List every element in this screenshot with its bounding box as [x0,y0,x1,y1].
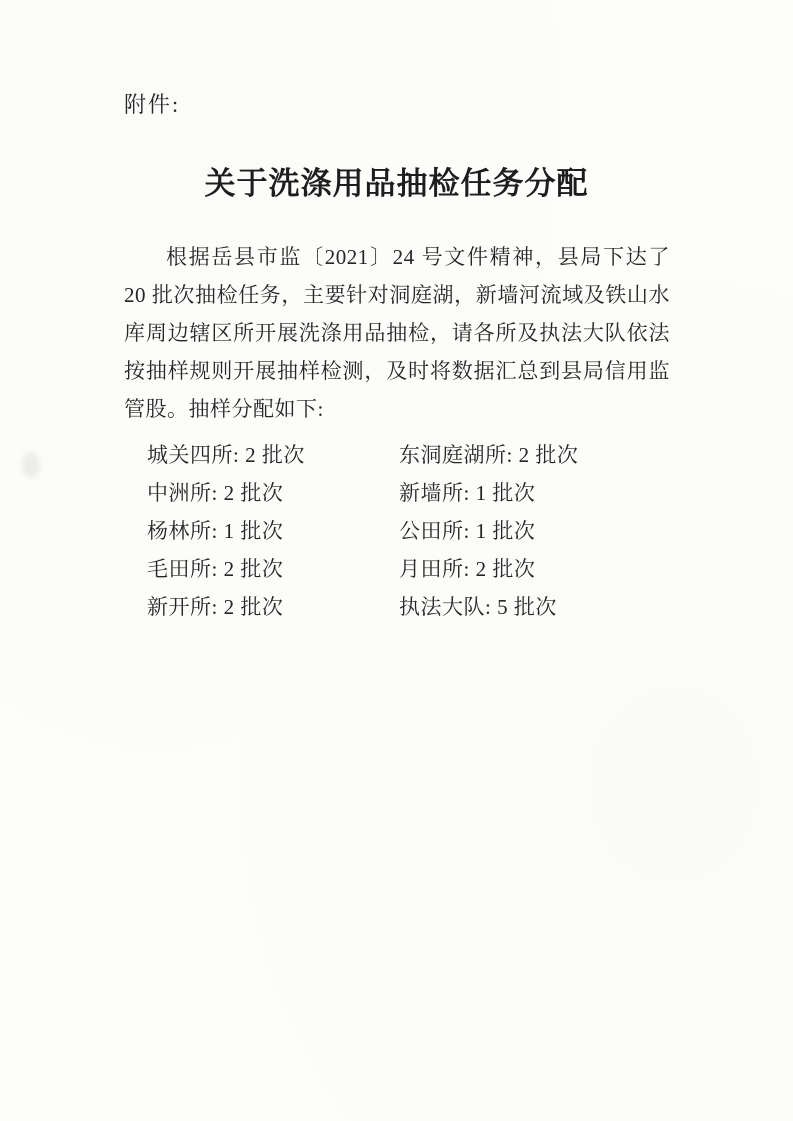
batch-count: 2 批次 [475,557,536,581]
allocation-item-xinqiang [399,474,578,512]
allocation-item-dongdongtinghu [399,436,578,474]
batch-count: 5 批次 [497,595,557,619]
batch-count: 2 批次 [518,443,579,467]
batch-count: 1 批次 [223,519,284,543]
colon-separator: : [463,481,476,505]
office-name: 中洲所 [147,481,212,505]
allocation-item-xinkai [147,588,399,626]
office-name: 东洞庭湖所 [399,443,507,467]
office-name: 公田所 [399,519,464,543]
batch-count: 2 批次 [223,557,284,581]
allocation-item-zhongzhou [147,474,399,512]
batch-count: 1 批次 [475,519,536,543]
office-name: 毛田所 [147,557,212,581]
colon-separator: : [211,481,224,505]
colon-separator: : [463,557,476,581]
colon-separator: : [463,519,476,543]
colon-separator: : [211,557,224,581]
colon-separator: : [506,443,519,467]
colon-separator: : [211,519,224,543]
batch-count: 2 批次 [223,481,284,505]
office-name: 月田所 [399,557,464,581]
document-title: 关于洗涤用品抽检任务分配 [204,166,589,201]
office-name: 新墙所 [399,481,464,505]
batch-count: 2 批次 [245,443,305,467]
allocation-list [147,436,578,626]
allocation-item-maotian [147,550,399,588]
colon-separator: : [211,595,224,619]
colon-separator: : [485,595,498,619]
colon-separator: : [233,443,246,467]
office-name: 执法大队 [399,595,485,619]
batch-count: 2 批次 [223,595,284,619]
office-name: 杨林所 [147,519,212,543]
allocation-item-yuetian [399,550,578,588]
allocation-item-yanglin [147,512,399,550]
batch-count: 1 批次 [475,481,536,505]
attachment-label: 附件: [124,92,181,117]
allocation-item-chengguansi [147,436,399,474]
allocation-item-zhifadadui [399,588,578,626]
body-paragraph: 根据岳县市监〔2021〕24 号文件精神，县局下达了 20 批次抽检任务，主要针对洞庭湖，新墙河流域及铁山水库周边辖区所开展洗涤用品抽检，请各所及执法大队依法按抽样规则开展抽样检测，及时将数据汇总到县局信用监管股。抽样分配如下: [124,245,670,421]
allocation-item-gongtian [399,512,578,550]
office-name: 城关四所 [147,443,233,467]
scan-smudge-artifact [22,452,40,478]
office-name: 新开所 [147,595,212,619]
